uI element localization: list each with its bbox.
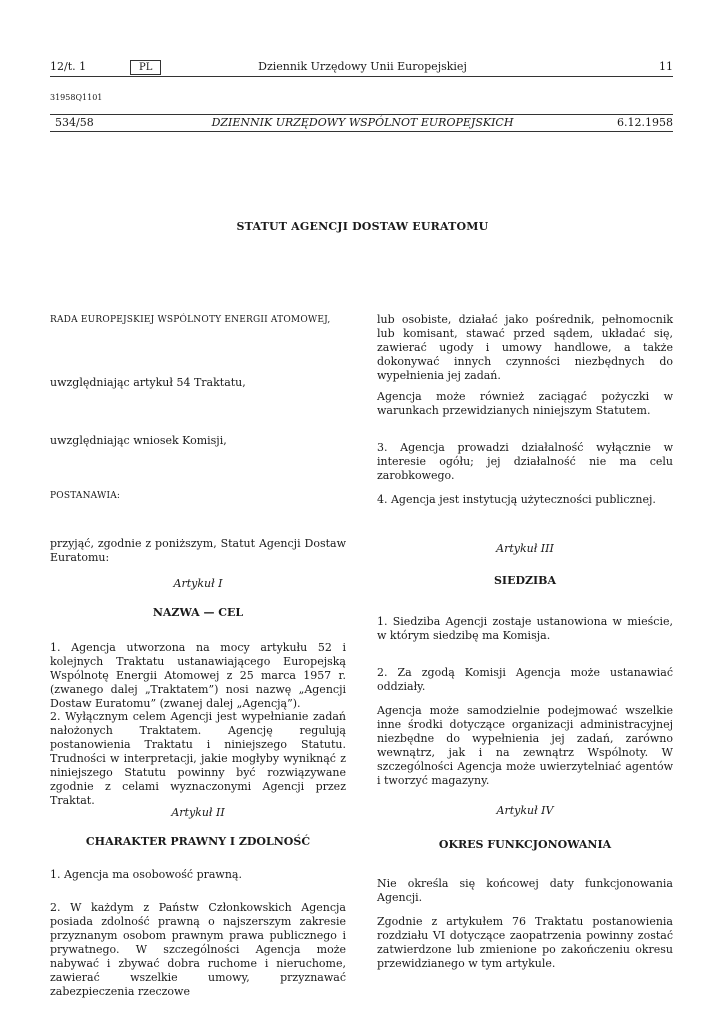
- recital-proposal: uwzględniając wniosek Komisji,: [50, 434, 227, 447]
- language-badge: PL: [130, 60, 161, 75]
- document-title: STATUT AGENCJI DOSTAW EURATOMU: [236, 220, 489, 233]
- article-2-continuation: lub osobiste, działać jako pośrednik, pełnomocnik lub komisant, stawać przed sądem, układać się, zawierać ugody i umowy handlowe, a także dokonywać innych czynności niezbędnych do wypełnienia jej zadań.: [377, 313, 673, 382]
- article-2-para-2: 2. W każdym z Państw Członkowskich Agencja posiada zdolność prawną o najszerszym zakresie przyznanym osobom prawnym prawa publicznego i prywatnego. W szczególności Agencja może nabywać i zbywać dobra ruchome i nieruchome, zawierać wszelkie umowy, przyznawać zabezpieczenia rzeczowe: [50, 901, 346, 998]
- oj-date: 6.12.1958: [617, 116, 673, 129]
- page-number: 11: [659, 60, 673, 73]
- article-2-para-3: 3. Agencja prowadzi działalność wyłącznie w interesie ogółu; jej działalność nie ma celu zarobkowego.: [377, 441, 673, 482]
- article-2-para-4: 4. Agencja jest instytucją użyteczności publicznej.: [377, 493, 656, 506]
- article-4-label: Artykuł IV: [496, 804, 554, 817]
- article-1-para-1: 1. Agencja utworzona na mocy artykułu 52 i kolejnych Traktatu ustanawiającego Europejską Wspólnotę Energii Atomowej z 25 marca 1957 r. (zwanego dalej „Traktatem”) nosi nazwę „Agencji Dostaw Euratomu” (zwanej dalej „Agencją”).: [50, 641, 346, 710]
- article-4-para-1: Nie określa się końcowej daty funkcjonowania Agencji.: [377, 877, 673, 904]
- oj-bottom-rule: [50, 131, 673, 132]
- journal-title: Dziennik Urzędowy Unii Europejskiej: [258, 60, 467, 73]
- adopt-line: przyjąć, zgodnie z poniższym, Statut Agencji Dostaw Euratomu:: [50, 537, 346, 564]
- article-3-para-1: 1. Siedziba Agencji zostaje ustanowiona w mieście, w którym siedzibę ma Komisja.: [377, 615, 673, 642]
- celex-number: 31958Q1101: [50, 93, 103, 102]
- oj-title: DZIENNIK URZĘDOWY WSPÓLNOT EUROPEJSKICH: [211, 116, 514, 129]
- article-3-label: Artykuł III: [496, 542, 554, 555]
- council-line: RADA EUROPEJSKIEJ WSPÓLNOTY ENERGII ATOMOWEJ,: [50, 315, 331, 325]
- issue-number: 12/t. 1: [50, 60, 87, 73]
- oj-reference: 534/58: [55, 116, 94, 129]
- article-2-heading: CHARAKTER PRAWNY I ZDOLNOŚĆ: [85, 835, 311, 848]
- decides: POSTANAWIA:: [50, 491, 121, 501]
- left-column: [50, 313, 346, 327]
- article-4-heading: OKRES FUNKCJONOWANIA: [438, 838, 612, 851]
- header-rule: [50, 76, 673, 77]
- article-1-para-2: 2. Wyłącznym celem Agencji jest wypełnianie zadań nałożonych Traktatem. Agencję regulują postanowienia Traktatu i niniejszego Statutu. Trudności w interpretacji, jakie mogłyby wyniknąć z niniejszego Statutu powinny być rozwiązywane zgodnie z celami wyznaczonymi Agencji przez Traktat.: [50, 710, 346, 807]
- article-3-heading: SIEDZIBA: [493, 574, 557, 587]
- article-1-label: Artykuł I: [173, 577, 223, 590]
- article-3-para-3: Agencja może samodzielnie podejmować wszelkie inne środki dotyczące organizacji administracyjnej niezbędne do wypełnienia jej zadań, zarówno wewnątrz, jak i na zewnątrz Wspólnoty. W szczególności Agencja może uwierzytelniać agentów i tworzyć magazyny.: [377, 704, 673, 787]
- article-2-para-1: 1. Agencja ma osobowość prawną.: [50, 868, 242, 881]
- article-2-label: Artykuł II: [171, 806, 225, 819]
- recital-treaty: uwzględniając artykuł 54 Traktatu,: [50, 376, 246, 389]
- article-3-para-2: 2. Za zgodą Komisji Agencja może ustanawiać oddziały.: [377, 666, 673, 693]
- oj-top-rule: [50, 114, 673, 115]
- article-1-heading: NAZWA — CEL: [152, 606, 244, 619]
- loans-paragraph: Agencja może również zaciągać pożyczki w warunkach przewidzianych niniejszym Statutem.: [377, 390, 673, 417]
- article-4-para-2: Zgodnie z artykułem 76 Traktatu postanowienia rozdziału VI dotyczące zaopatrzenia powinny zostać zatwierdzone lub zmienione po zakończeniu okresu przewidzianego w tym artykule.: [377, 915, 673, 970]
